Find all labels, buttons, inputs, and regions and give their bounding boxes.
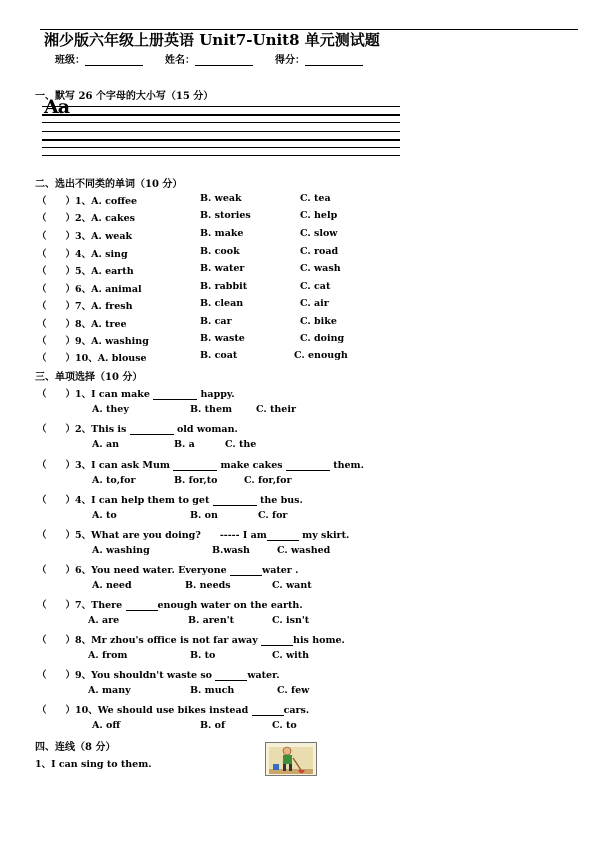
name-label: 姓名： [165,55,195,66]
question-number: （ ）1、 [37,389,92,400]
question-text: We should use bikes instead [97,705,249,716]
question-number: （ ）7、 [37,600,92,611]
option-c: C. washed [277,545,331,556]
question-text: make cakes [220,460,283,471]
question-number: （ ）3、 [37,460,92,471]
section2-option-c: C. air [300,298,329,309]
option-b: B. on [190,510,218,521]
answer-blank[interactable] [215,671,247,681]
cleaning-illustration [265,742,317,776]
section2-option-c: C. doing [300,333,345,344]
option-b: B. aren't [188,615,235,626]
question-text: You shouldn't waste so [91,670,212,681]
writing-guide-line [42,147,400,148]
name-blank[interactable] [195,55,253,66]
question-number: （ ）8、 [37,635,92,646]
option-b: B. to [190,650,216,661]
section3-question [37,457,364,471]
question-text: them. [333,460,364,471]
option-a: A. washing [92,545,150,556]
question-text: There [91,600,123,611]
question-text: I can make [91,389,150,400]
question-text: the bus. [259,495,303,506]
writing-guide-line [42,131,400,132]
question-text: Mr zhou's office is not far away [91,635,258,646]
section2-option-b: B. weak [200,193,242,204]
answer-blank[interactable] [130,425,174,435]
option-b: B.wash [212,545,250,556]
name-field [165,51,253,66]
writing-guide-line [42,139,400,141]
option-b: B. of [200,720,226,731]
section2-item: （ ）2、A. cakes [37,213,136,224]
score-field [275,51,363,66]
section3-question [37,527,349,541]
answer-blank[interactable] [261,636,293,646]
section2-option-b: B. waste [200,333,245,344]
question-text: What are you doing? ----- I am [91,530,267,541]
section2-option-b: B. make [200,228,244,239]
section2-heading: 二、选出不同类的单词（10 分） [35,179,183,190]
section3-question [37,702,309,716]
writing-guide-line [42,122,400,123]
option-c: C. for [258,510,288,521]
answer-blank[interactable] [126,601,158,611]
question-number: （ ）4、 [37,495,92,506]
section2-option-b: B. coat [200,350,238,361]
question-text: cars. [283,705,310,716]
sample-letters: Aa [44,96,70,118]
option-b: B. them [190,404,233,415]
question-number: （ ）6、 [37,565,92,576]
question-text: water. [247,670,280,681]
section2-option-b: B. car [200,316,232,327]
answer-blank[interactable] [230,566,262,576]
score-blank[interactable] [305,55,363,66]
section3-question [37,386,235,400]
option-c: C. for,for [244,475,292,486]
option-b: B. much [190,685,235,696]
section2-item: （ ）5、A. earth [37,266,134,277]
question-text: old woman. [176,424,238,435]
option-b: B. for,to [174,475,218,486]
question-text: I can help them to get [91,495,210,506]
writing-guide-line [42,114,400,116]
page-title: 湘少版六年级上册英语 Unit7-Unit8 单元测试题 [44,31,380,49]
section2-option-c: C. help [300,210,338,221]
option-c: C. their [256,404,296,415]
option-c: C. the [225,439,257,450]
class-blank[interactable] [85,55,143,66]
section4-heading: 四、连线（8 分） [35,742,116,753]
question-number: （ ）2、 [37,424,92,435]
option-a: A. are [88,615,120,626]
option-a: A. to,for [92,475,136,486]
section2-item: （ ）6、A. animal [37,284,142,295]
section2-option-c: C. slow [300,228,338,239]
option-a: A. they [92,404,129,415]
question-number: （ ）10、 [37,705,98,716]
question-text: happy. [200,389,235,400]
section2-option-b: B. rabbit [200,281,248,292]
section2-option-b: B. clean [200,298,244,309]
option-c: C. few [277,685,310,696]
answer-blank[interactable] [153,390,197,400]
option-b: B. needs [185,580,231,591]
section2-option-b: B. stories [200,210,251,221]
section2-option-b: B. cook [200,246,240,257]
writing-guide-line [42,106,400,107]
question-text: his home. [293,635,345,646]
answer-blank[interactable] [286,461,330,471]
section2-option-c: C. tea [300,193,331,204]
section2-item: （ ）3、A. weak [37,231,133,242]
option-c: C. with [272,650,310,661]
question-text: enough water on the earth. [157,600,303,611]
section3-question [37,562,298,576]
answer-blank[interactable] [213,496,257,506]
section3-question [37,667,280,681]
section2-item: （ ）4、A. sing [37,249,128,260]
section2-option-c: C. cat [300,281,331,292]
section3-question [37,492,303,506]
section3-heading: 三、单项选择（10 分） [35,372,143,383]
question-text: water . [262,565,299,576]
option-a: A. many [88,685,131,696]
section2-item: （ ）8、A. tree [37,319,127,330]
matching-item: 1、I can sing to them. [35,759,152,770]
section3-question [37,421,238,435]
option-c: C. to [272,720,297,731]
answer-blank[interactable] [173,461,217,471]
option-a: A. off [92,720,121,731]
class-field [55,51,143,66]
option-b: B. a [174,439,195,450]
option-a: A. to [92,510,117,521]
section2-item: （ ）9、A. washing [37,336,149,347]
score-label: 得分： [275,55,305,66]
section1-heading: 一、默写 26 个字母的大小写（15 分） [35,91,214,102]
section2-item: （ ）10、A. blouse [37,353,147,364]
section2-item: （ ）7、A. fresh [37,301,133,312]
section2-option-c: C. wash [300,263,341,274]
option-a: A. an [92,439,120,450]
question-number: （ ）5、 [37,530,92,541]
section3-question [37,632,345,646]
option-a: A. from [88,650,128,661]
option-c: C. want [272,580,312,591]
section2-option-c: C. road [300,246,339,257]
question-number: （ ）9、 [37,670,92,681]
section2-item: （ ）1、A. coffee [37,196,138,207]
section2-option-c: C. bike [300,316,337,327]
writing-guide-line [42,155,400,156]
answer-blank[interactable] [267,531,299,541]
answer-blank[interactable] [252,706,284,716]
option-c: C. isn't [272,615,310,626]
question-text: This is [91,424,127,435]
class-label: 班级： [55,55,85,66]
section3-question [37,597,303,611]
question-text: I can ask Mum [91,460,170,471]
question-text: You need water. Everyone [91,565,227,576]
section2-option-c: C. enough [294,350,348,361]
section2-option-b: B. water [200,263,245,274]
question-text: my skirt. [302,530,350,541]
option-a: A. need [92,580,132,591]
